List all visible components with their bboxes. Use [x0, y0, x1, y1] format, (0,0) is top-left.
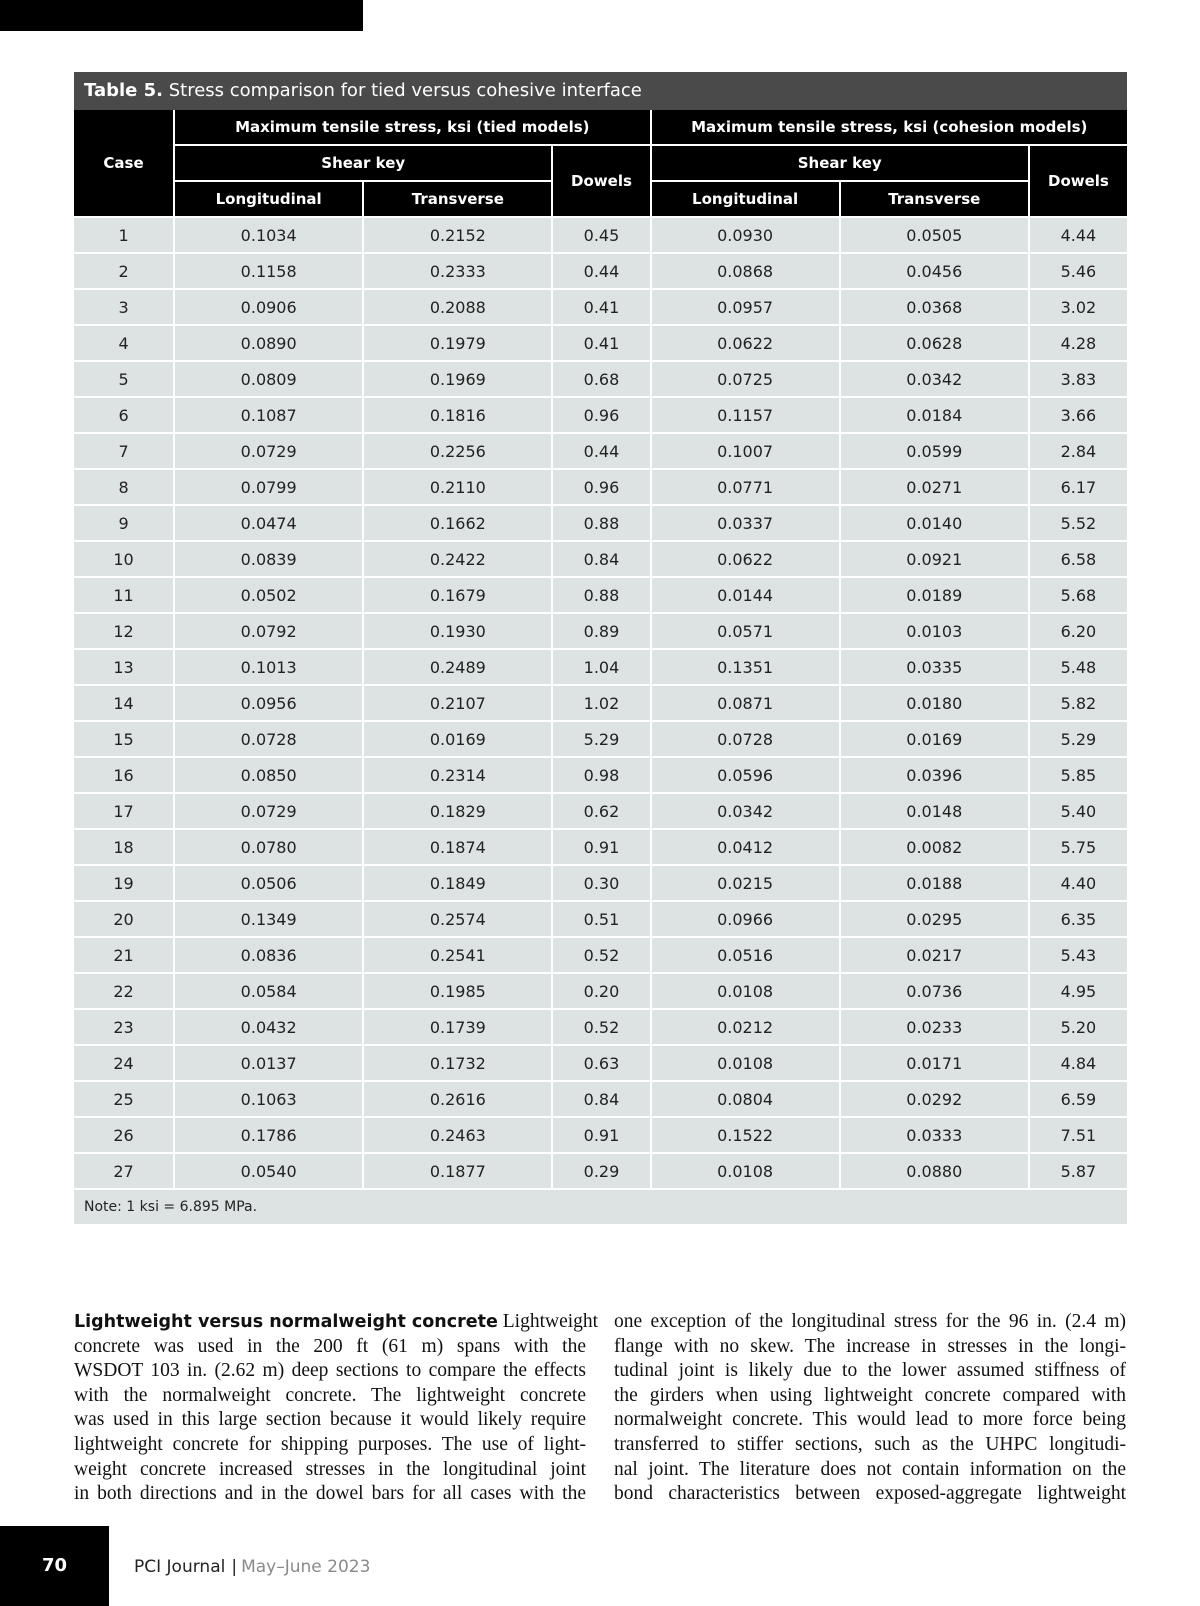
- cell-tied-dowels: 0.29: [552, 1153, 650, 1189]
- text-line: Lightweight versus normalweight concrete Lightweight: [74, 1311, 599, 1332]
- text-line: the girders when using lightweight concrete compared with: [614, 1384, 1126, 1406]
- cell-tied-dowels: 0.44: [552, 433, 650, 469]
- cell-cohesion-dowels: 5.85: [1029, 757, 1127, 793]
- table-row: [74, 829, 1127, 865]
- table-row: [74, 721, 1127, 757]
- cell-case: 25: [74, 1081, 174, 1117]
- table-row: [74, 541, 1127, 577]
- cell-tied-dowels: 0.41: [552, 289, 650, 325]
- cell-cohesion-transverse: 0.0396: [840, 757, 1029, 793]
- cell-tied-transverse: 0.1816: [363, 397, 552, 433]
- cell-case: 11: [74, 577, 174, 613]
- header-shear-key-tied: Shear key: [174, 145, 552, 181]
- cell-tied-transverse: 0.2616: [363, 1081, 552, 1117]
- cell-cohesion-longitudinal: 0.0412: [651, 829, 840, 865]
- cell-tied-transverse: 0.1874: [363, 829, 552, 865]
- text-line: WSDOT 103 in. (2.62 m) deep sections to compare the effects: [74, 1360, 586, 1382]
- cell-tied-transverse: 0.2152: [363, 217, 552, 253]
- cell-tied-dowels: 0.30: [552, 865, 650, 901]
- cell-tied-dowels: 0.41: [552, 325, 650, 361]
- running-footer: [134, 1557, 370, 1577]
- table-row: [74, 901, 1127, 937]
- cell-cohesion-dowels: 7.51: [1029, 1117, 1127, 1153]
- cell-cohesion-longitudinal: 0.0342: [651, 793, 840, 829]
- top-black-bar: [0, 0, 363, 31]
- cell-tied-transverse: 0.1877: [363, 1153, 552, 1189]
- cell-tied-longitudinal: 0.1158: [174, 253, 363, 289]
- cell-tied-transverse: 0.2333: [363, 253, 552, 289]
- cell-cohesion-longitudinal: 0.0215: [651, 865, 840, 901]
- cell-tied-longitudinal: 0.0502: [174, 577, 363, 613]
- text-line: weight concrete increased stresses in the longitudinal joint: [74, 1458, 586, 1480]
- cell-case: 9: [74, 505, 174, 541]
- cell-case: 1: [74, 217, 174, 253]
- cell-cohesion-transverse: 0.0180: [840, 685, 1029, 721]
- header-group-cohesion: Maximum tensile stress, ksi (cohesion models): [651, 110, 1127, 145]
- cell-cohesion-dowels: 6.58: [1029, 541, 1127, 577]
- cell-tied-longitudinal: 0.1063: [174, 1081, 363, 1117]
- cell-tied-dowels: 0.51: [552, 901, 650, 937]
- table-row: [74, 1009, 1127, 1045]
- table-row: [74, 1045, 1127, 1081]
- cell-cohesion-longitudinal: 0.0871: [651, 685, 840, 721]
- text-line: flange with no skew. The increase in stresses in the longi-: [614, 1335, 1126, 1357]
- cell-cohesion-transverse: 0.0188: [840, 865, 1029, 901]
- cell-cohesion-transverse: 0.0880: [840, 1153, 1029, 1189]
- cell-cohesion-transverse: 0.0103: [840, 613, 1029, 649]
- cell-cohesion-dowels: 4.95: [1029, 973, 1127, 1009]
- cell-case: 14: [74, 685, 174, 721]
- footer-separator: |: [231, 1557, 238, 1577]
- cell-case: 15: [74, 721, 174, 757]
- header-longitudinal-tied: Longitudinal: [174, 181, 363, 217]
- cell-cohesion-transverse: 0.0335: [840, 649, 1029, 685]
- data-table: [74, 110, 1127, 1190]
- cell-case: 21: [74, 937, 174, 973]
- cell-tied-transverse: 0.2107: [363, 685, 552, 721]
- cell-tied-longitudinal: 0.1034: [174, 217, 363, 253]
- cell-cohesion-longitudinal: 0.0337: [651, 505, 840, 541]
- cell-tied-dowels: 5.29: [552, 721, 650, 757]
- cell-cohesion-longitudinal: 0.0108: [651, 1045, 840, 1081]
- cell-tied-dowels: 0.45: [552, 217, 650, 253]
- cell-cohesion-transverse: 0.0233: [840, 1009, 1029, 1045]
- cell-case: 27: [74, 1153, 174, 1189]
- table-row: [74, 649, 1127, 685]
- header-transverse-cohesion: Transverse: [840, 181, 1029, 217]
- table-row: [74, 1081, 1127, 1117]
- cell-tied-dowels: 0.52: [552, 1009, 650, 1045]
- cell-cohesion-longitudinal: 0.0212: [651, 1009, 840, 1045]
- cell-tied-longitudinal: 0.0137: [174, 1045, 363, 1081]
- cell-case: 5: [74, 361, 174, 397]
- table-row: [74, 469, 1127, 505]
- cell-cohesion-transverse: 0.0736: [840, 973, 1029, 1009]
- cell-cohesion-transverse: 0.0295: [840, 901, 1029, 937]
- table-note: Note: 1 ksi = 6.895 MPa.: [74, 1190, 1127, 1224]
- table-caption: [74, 72, 1127, 110]
- cell-tied-longitudinal: 0.0956: [174, 685, 363, 721]
- table-row: [74, 1153, 1127, 1189]
- cell-tied-dowels: 0.63: [552, 1045, 650, 1081]
- cell-case: 2: [74, 253, 174, 289]
- cell-cohesion-transverse: 0.0148: [840, 793, 1029, 829]
- cell-case: 6: [74, 397, 174, 433]
- cell-cohesion-dowels: 6.17: [1029, 469, 1127, 505]
- cell-tied-transverse: 0.1662: [363, 505, 552, 541]
- table-header: [74, 110, 1127, 217]
- table-row: [74, 289, 1127, 325]
- cell-tied-transverse: 0.2541: [363, 937, 552, 973]
- cell-tied-longitudinal: 0.0506: [174, 865, 363, 901]
- cell-tied-dowels: 0.96: [552, 397, 650, 433]
- cell-tied-longitudinal: 0.0432: [174, 1009, 363, 1045]
- table-row: [74, 973, 1127, 1009]
- cell-tied-longitudinal: 0.0729: [174, 433, 363, 469]
- cell-tied-transverse: 0.1930: [363, 613, 552, 649]
- cell-cohesion-dowels: 3.02: [1029, 289, 1127, 325]
- cell-cohesion-longitudinal: 0.0516: [651, 937, 840, 973]
- table-row: [74, 325, 1127, 361]
- cell-cohesion-transverse: 0.0333: [840, 1117, 1029, 1153]
- cell-cohesion-dowels: 4.40: [1029, 865, 1127, 901]
- cell-cohesion-dowels: 5.20: [1029, 1009, 1127, 1045]
- cell-cohesion-transverse: 0.0217: [840, 937, 1029, 973]
- cell-tied-dowels: 0.84: [552, 1081, 650, 1117]
- cell-tied-longitudinal: 0.1087: [174, 397, 363, 433]
- cell-cohesion-transverse: 0.0082: [840, 829, 1029, 865]
- table-row: [74, 433, 1127, 469]
- table-body: [74, 217, 1127, 1189]
- cell-tied-longitudinal: 0.1786: [174, 1117, 363, 1153]
- cell-tied-longitudinal: 0.1349: [174, 901, 363, 937]
- cell-cohesion-longitudinal: 0.1522: [651, 1117, 840, 1153]
- cell-case: 3: [74, 289, 174, 325]
- cell-tied-dowels: 0.84: [552, 541, 650, 577]
- cell-tied-dowels: 0.20: [552, 973, 650, 1009]
- text-line: transferred to stiffer sections, such as the UHPC longitudi-: [614, 1433, 1126, 1455]
- cell-tied-dowels: 1.02: [552, 685, 650, 721]
- cell-tied-longitudinal: 0.1013: [174, 649, 363, 685]
- cell-cohesion-dowels: 6.59: [1029, 1081, 1127, 1117]
- cell-cohesion-transverse: 0.0599: [840, 433, 1029, 469]
- cell-cohesion-longitudinal: 0.0622: [651, 541, 840, 577]
- cell-cohesion-dowels: 4.84: [1029, 1045, 1127, 1081]
- cell-tied-dowels: 0.44: [552, 253, 650, 289]
- text-line: one exception of the longitudinal stress for the 96 in. (2.4 m): [614, 1311, 1126, 1332]
- cell-tied-longitudinal: 0.0729: [174, 793, 363, 829]
- cell-cohesion-longitudinal: 0.0144: [651, 577, 840, 613]
- cell-tied-transverse: 0.0169: [363, 721, 552, 757]
- cell-cohesion-dowels: 6.20: [1029, 613, 1127, 649]
- header-group-tied: Maximum tensile stress, ksi (tied models): [174, 110, 650, 145]
- page-number: 70: [41, 1555, 68, 1576]
- table-row: [74, 793, 1127, 829]
- cell-tied-dowels: 0.89: [552, 613, 650, 649]
- cell-tied-longitudinal: 0.0792: [174, 613, 363, 649]
- cell-tied-transverse: 0.1739: [363, 1009, 552, 1045]
- cell-cohesion-longitudinal: 0.0804: [651, 1081, 840, 1117]
- cell-case: 17: [74, 793, 174, 829]
- cell-cohesion-transverse: 0.0921: [840, 541, 1029, 577]
- cell-cohesion-longitudinal: 0.0108: [651, 973, 840, 1009]
- cell-cohesion-longitudinal: 0.1007: [651, 433, 840, 469]
- cell-cohesion-dowels: 5.43: [1029, 937, 1127, 973]
- cell-tied-dowels: 0.96: [552, 469, 650, 505]
- cell-cohesion-transverse: 0.0342: [840, 361, 1029, 397]
- cell-tied-transverse: 0.1985: [363, 973, 552, 1009]
- cell-tied-transverse: 0.1979: [363, 325, 552, 361]
- journal-name: PCI Journal: [134, 1557, 226, 1577]
- cell-tied-dowels: 0.52: [552, 937, 650, 973]
- text-line: bond characteristics between exposed-aggregate lightweight: [614, 1483, 1126, 1505]
- table-row: [74, 253, 1127, 289]
- body-column-right: [614, 1310, 1126, 1507]
- cell-case: 26: [74, 1117, 174, 1153]
- header-dowels-cohesion: Dowels: [1029, 145, 1127, 217]
- text-line: was used in this large section because it would likely require: [74, 1409, 586, 1431]
- table-row: [74, 865, 1127, 901]
- stress-comparison-table: [74, 72, 1127, 1224]
- cell-tied-longitudinal: 0.0839: [174, 541, 363, 577]
- cell-tied-transverse: 0.2088: [363, 289, 552, 325]
- section-heading: Lightweight versus normalweight concrete: [74, 1312, 498, 1332]
- cell-cohesion-transverse: 0.0140: [840, 505, 1029, 541]
- cell-tied-dowels: 0.68: [552, 361, 650, 397]
- body-column-left: [74, 1310, 599, 1507]
- table-row: [74, 937, 1127, 973]
- cell-cohesion-longitudinal: 0.0725: [651, 361, 840, 397]
- cell-cohesion-dowels: 4.28: [1029, 325, 1127, 361]
- cell-tied-longitudinal: 0.0584: [174, 973, 363, 1009]
- cell-cohesion-dowels: 5.52: [1029, 505, 1127, 541]
- cell-case: 19: [74, 865, 174, 901]
- cell-cohesion-longitudinal: 0.0622: [651, 325, 840, 361]
- text-line: in both directions and in the dowel bars for all cases with the: [74, 1483, 586, 1505]
- header-transverse-tied: Transverse: [363, 181, 552, 217]
- cell-tied-longitudinal: 0.0836: [174, 937, 363, 973]
- cell-cohesion-dowels: 5.46: [1029, 253, 1127, 289]
- cell-cohesion-dowels: 4.44: [1029, 217, 1127, 253]
- cell-cohesion-longitudinal: 0.1157: [651, 397, 840, 433]
- text-line: nal joint. The literature does not contain information on the: [614, 1458, 1126, 1480]
- cell-case: 13: [74, 649, 174, 685]
- cell-cohesion-transverse: 0.0505: [840, 217, 1029, 253]
- cell-cohesion-dowels: 5.68: [1029, 577, 1127, 613]
- cell-tied-longitudinal: 0.0850: [174, 757, 363, 793]
- cell-cohesion-dowels: 5.29: [1029, 721, 1127, 757]
- cell-tied-transverse: 0.1969: [363, 361, 552, 397]
- cell-case: 16: [74, 757, 174, 793]
- cell-cohesion-transverse: 0.0368: [840, 289, 1029, 325]
- cell-case: 10: [74, 541, 174, 577]
- cell-case: 7: [74, 433, 174, 469]
- cell-tied-transverse: 0.1732: [363, 1045, 552, 1081]
- cell-tied-dowels: 0.88: [552, 577, 650, 613]
- cell-tied-transverse: 0.2256: [363, 433, 552, 469]
- cell-tied-transverse: 0.1679: [363, 577, 552, 613]
- cell-cohesion-longitudinal: 0.0966: [651, 901, 840, 937]
- cell-cohesion-dowels: 5.75: [1029, 829, 1127, 865]
- table-label: Table 5.: [84, 80, 163, 101]
- header-shear-key-cohesion: Shear key: [651, 145, 1029, 181]
- text-line: lightweight concrete for shipping purposes. The use of light-: [74, 1433, 586, 1455]
- table-title: Stress comparison for tied versus cohesive interface: [168, 80, 642, 101]
- cell-tied-dowels: 0.91: [552, 1117, 650, 1153]
- cell-tied-dowels: 0.88: [552, 505, 650, 541]
- cell-cohesion-dowels: 5.82: [1029, 685, 1127, 721]
- cell-case: 12: [74, 613, 174, 649]
- cell-tied-transverse: 0.2574: [363, 901, 552, 937]
- cell-tied-dowels: 0.62: [552, 793, 650, 829]
- cell-cohesion-dowels: 5.87: [1029, 1153, 1127, 1189]
- table-row: [74, 505, 1127, 541]
- text-line: tudinal joint is likely due to the lower assumed stiffness of: [614, 1360, 1126, 1382]
- cell-case: 20: [74, 901, 174, 937]
- cell-case: 8: [74, 469, 174, 505]
- cell-cohesion-transverse: 0.0184: [840, 397, 1029, 433]
- cell-tied-longitudinal: 0.0809: [174, 361, 363, 397]
- text-line: concrete was used in the 200 ft (61 m) spans with the: [74, 1335, 586, 1357]
- table-row: [74, 397, 1127, 433]
- cell-tied-transverse: 0.2489: [363, 649, 552, 685]
- cell-cohesion-dowels: 3.66: [1029, 397, 1127, 433]
- cell-cohesion-transverse: 0.0628: [840, 325, 1029, 361]
- cell-case: 4: [74, 325, 174, 361]
- cell-cohesion-longitudinal: 0.0728: [651, 721, 840, 757]
- header-longitudinal-cohesion: Longitudinal: [651, 181, 840, 217]
- table-row: [74, 577, 1127, 613]
- cell-cohesion-longitudinal: 0.0868: [651, 253, 840, 289]
- table-row: [74, 1117, 1127, 1153]
- cell-cohesion-dowels: 5.40: [1029, 793, 1127, 829]
- cell-cohesion-transverse: 0.0292: [840, 1081, 1029, 1117]
- cell-cohesion-longitudinal: 0.1351: [651, 649, 840, 685]
- cell-case: 18: [74, 829, 174, 865]
- cell-cohesion-transverse: 0.0271: [840, 469, 1029, 505]
- cell-cohesion-dowels: 6.35: [1029, 901, 1127, 937]
- cell-tied-longitudinal: 0.0906: [174, 289, 363, 325]
- text-line: normalweight concrete. This would lead to more force being: [614, 1409, 1126, 1431]
- cell-case: 23: [74, 1009, 174, 1045]
- cell-tied-longitudinal: 0.0728: [174, 721, 363, 757]
- cell-cohesion-longitudinal: 0.0930: [651, 217, 840, 253]
- table-row: [74, 685, 1127, 721]
- cell-cohesion-transverse: 0.0171: [840, 1045, 1029, 1081]
- cell-cohesion-longitudinal: 0.0771: [651, 469, 840, 505]
- cell-tied-transverse: 0.1849: [363, 865, 552, 901]
- cell-tied-longitudinal: 0.0890: [174, 325, 363, 361]
- table-row: [74, 217, 1127, 253]
- cell-tied-transverse: 0.2422: [363, 541, 552, 577]
- cell-cohesion-longitudinal: 0.0108: [651, 1153, 840, 1189]
- table-row: [74, 757, 1127, 793]
- table-row: [74, 361, 1127, 397]
- cell-tied-longitudinal: 0.0540: [174, 1153, 363, 1189]
- header-dowels-tied: Dowels: [552, 145, 650, 217]
- cell-tied-longitudinal: 0.0474: [174, 505, 363, 541]
- cell-cohesion-transverse: 0.0189: [840, 577, 1029, 613]
- cell-case: 22: [74, 973, 174, 1009]
- cell-cohesion-longitudinal: 0.0571: [651, 613, 840, 649]
- cell-cohesion-longitudinal: 0.0596: [651, 757, 840, 793]
- text-line: with the normalweight concrete. The lightweight concrete: [74, 1384, 586, 1406]
- cell-cohesion-transverse: 0.0456: [840, 253, 1029, 289]
- cell-tied-transverse: 0.1829: [363, 793, 552, 829]
- cell-case: 24: [74, 1045, 174, 1081]
- header-case: Case: [74, 110, 174, 217]
- table-row: [74, 613, 1127, 649]
- cell-tied-longitudinal: 0.0799: [174, 469, 363, 505]
- cell-cohesion-transverse: 0.0169: [840, 721, 1029, 757]
- cell-tied-transverse: 0.2463: [363, 1117, 552, 1153]
- issue-date: May–June 2023: [241, 1557, 371, 1577]
- cell-cohesion-dowels: 5.48: [1029, 649, 1127, 685]
- cell-tied-dowels: 0.91: [552, 829, 650, 865]
- cell-tied-transverse: 0.2314: [363, 757, 552, 793]
- cell-tied-transverse: 0.2110: [363, 469, 552, 505]
- cell-cohesion-longitudinal: 0.0957: [651, 289, 840, 325]
- cell-cohesion-dowels: 3.83: [1029, 361, 1127, 397]
- cell-tied-dowels: 1.04: [552, 649, 650, 685]
- cell-tied-longitudinal: 0.0780: [174, 829, 363, 865]
- cell-cohesion-dowels: 2.84: [1029, 433, 1127, 469]
- cell-tied-dowels: 0.98: [552, 757, 650, 793]
